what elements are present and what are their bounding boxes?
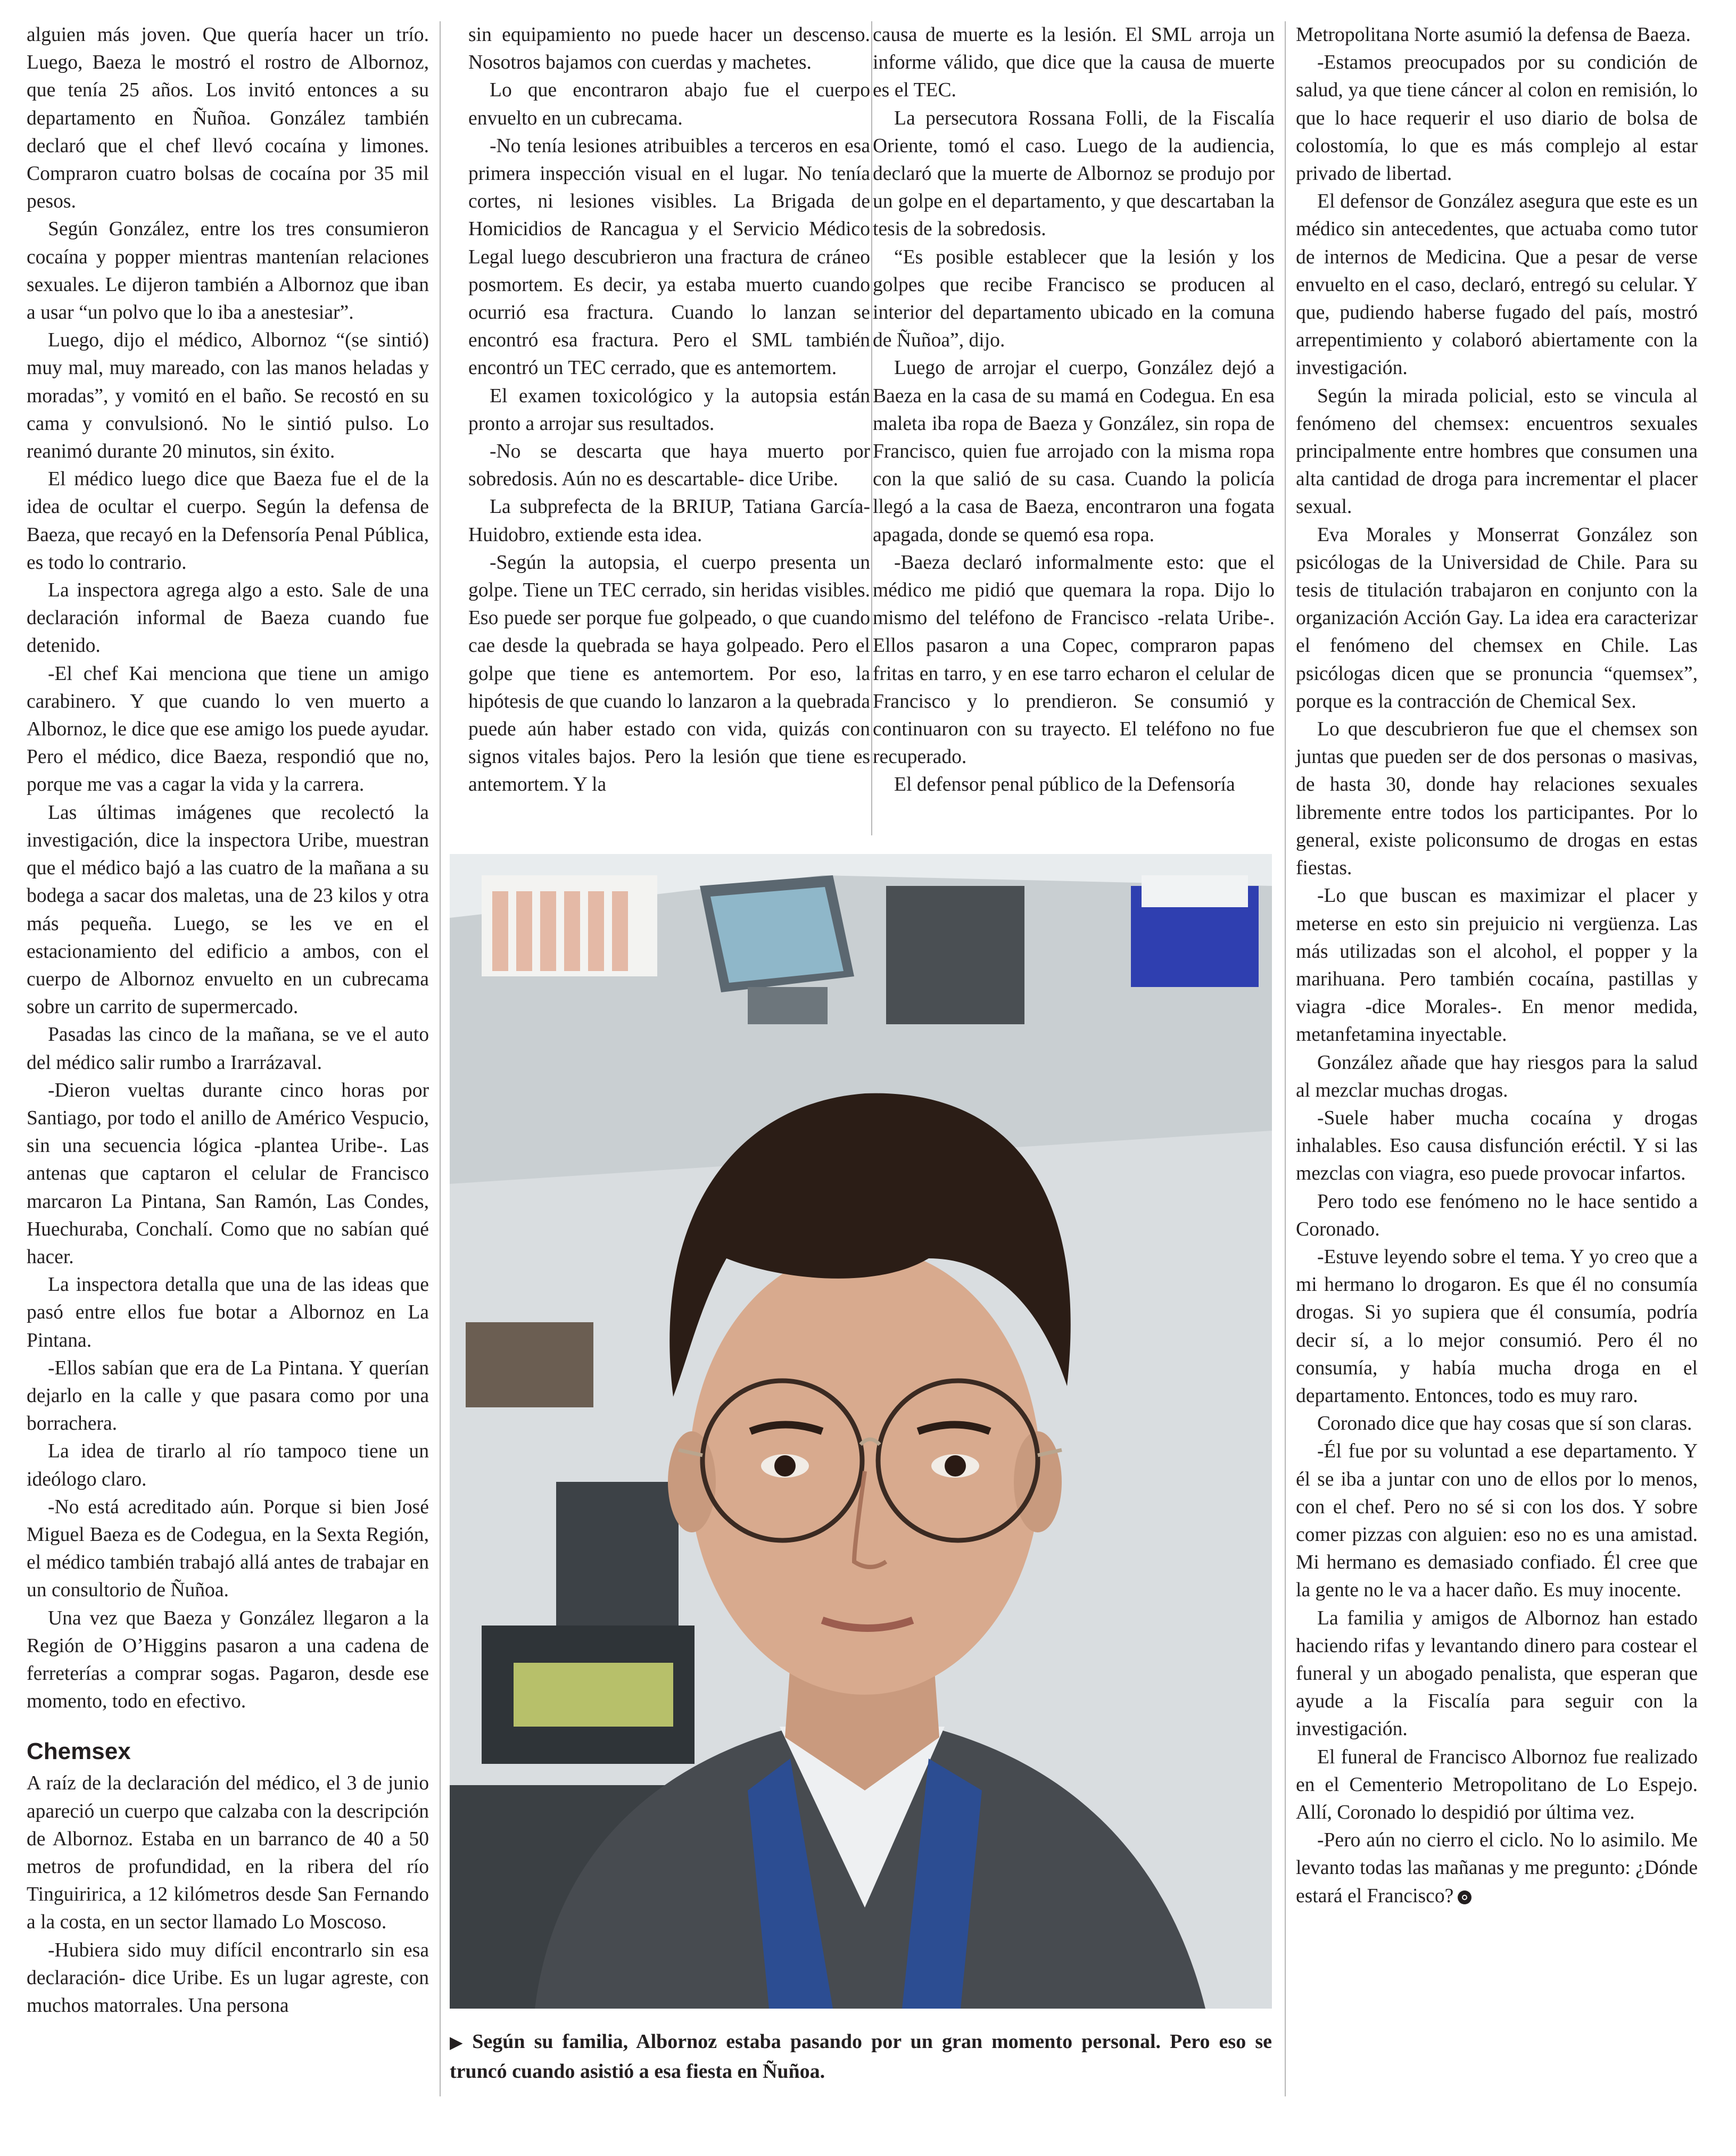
- paragraph: -Según la autopsia, el cuerpo presenta un golpe. Tiene un TEC cerrado, sin heridas visibles. Eso puede ser porque fue golpeado, o que cuando cae desde la quebrada se haya golpeado. Pero el golpe que tiene es antemortem. Por eso, la hipótesis de que cuando lo lanzaron a la quebrada puede aún haber estado con vida, quizás con signos vitales bajos. Pero la lesión que tiene es antemortem. Y la: [468, 551, 870, 796]
- paragraph: La familia y amigos de Albornoz han estado haciendo rifas y levantando dinero para costear el funeral y un abogado penalista, que esperan que ayude a la Fiscalía para seguir con la investigación.: [1296, 1607, 1698, 1740]
- paragraph: Una vez que Baeza y González llegaron a la Región de O’Higgins pasaron a una cadena de ferreterías a comprar sogas. Pagaron, desde ese momento, todo en efectivo.: [27, 1607, 429, 1713]
- paragraph: “Es posible establecer que la lesión y los golpes que recibe Francisco se producen al interior del departamento ubicado en la comuna de Ñuñoa”, dijo.: [873, 246, 1275, 352]
- paragraph: Lo que descubrieron fue que el chemsex son juntas que pueden ser de dos personas o masivas, de hasta 30, donde hay relaciones sexuales libremente entre todos los participantes. Por lo general, existe policonsumo de drogas en estas fiestas.: [1296, 718, 1698, 880]
- column-rule: [440, 21, 441, 2096]
- paragraph: Lo que encontraron abajo fue el cuerpo envuelto en un cubrecama.: [468, 79, 870, 129]
- paragraph: El examen toxicológico y la autopsia están pronto a arrojar sus resultados.: [468, 385, 870, 435]
- section-subhead: Chemsex: [27, 1738, 131, 1765]
- paragraph: La inspectora detalla que una de las ideas que pasó entre ellos fue botar a Albornoz en La Pintana.: [27, 1274, 429, 1351]
- paragraph: alguien más joven. Que quería hacer un trío. Luego, Baeza le mostró el rostro de Albornoz, que tenía 25 años. Los invitó entonces a su departamento en Ñuñoa. González también declaró que el chef llevó cocaína y limones. Compraron cuatro bolsas de cocaína por 35 mil pesos.: [27, 24, 429, 213]
- paragraph: La subprefecta de la BRIUP, Tatiana García-Huidobro, extiende esta idea.: [468, 496, 870, 546]
- paragraph: -Ellos sabían que era de La Pintana. Y querían dejarlo en la calle y que pasara como por una borrachera.: [27, 1357, 429, 1435]
- column-3: [873, 21, 1275, 799]
- paragraph: -Estamos preocupados por su condición de salud, ya que tiene cáncer al colon en remisión, lo que lo hace requerir el uso diario de bolsa de colostomía, lo que es más complejo al estar privado de libertad.: [1296, 52, 1698, 185]
- paragraph: Coronado dice que hay cosas que sí son claras.: [1317, 1413, 1692, 1435]
- paragraph: -No se descarta que haya muerto por sobredosis. Aún no es descartable- dice Uribe.: [468, 441, 870, 491]
- column-2: [468, 21, 870, 799]
- column-rule: [871, 21, 872, 835]
- paragraph: El funeral de Francisco Albornoz fue realizado en el Cementerio Metropolitano de Lo Espejo. Allí, Coronado lo despidió por última vez.: [1296, 1746, 1698, 1823]
- paragraph: A raíz de la declaración del médico, el 3 de junio apareció un cuerpo que calzaba con la descripción de Albornoz. Estaba en un barranco de 40 a 50 metros de profundidad, en la ribera del río Tinguiririca, a 12 kilómetros desde San Fernando a la costa, en un sector llamado Lo Moscoso.: [27, 1772, 429, 1934]
- paragraph: El defensor de González asegura que este es un médico sin antecedentes, que actuaba como tutor de internos de Medicina. Que a pesar de verse envuelto en el caso, declaró, entregó su celular. Y que, pudiendo haberse fugado del país, mostró arrepentimiento y colaboró abiertamente con la investigación.: [1296, 190, 1698, 379]
- column-rule: [1285, 21, 1286, 2096]
- caption-arrow-icon: ▶: [450, 2033, 467, 2052]
- column-4: [1296, 21, 1698, 1910]
- paragraph: La idea de tirarlo al río tampoco tiene un ideólogo claro.: [27, 1440, 429, 1490]
- paragraph: -Estuve leyendo sobre el tema. Y yo creo que a mi hermano lo drogaron. Es que él no consumía drogas. Si yo supiera que él consumía, podría decir sí, a lo mejor consumió. Pero él no consumía, y había mucha droga en el departamento. Entonces, todo es muy raro.: [1296, 1246, 1698, 1407]
- selfie-illustration: [450, 854, 1272, 2009]
- paragraph: -Él fue por su voluntad a ese departamento. Y él se iba a juntar con uno de ellos por lo menos, con el chef. Pero no sé si con los dos. Y sobre comer pizzas con alguien: eso no es una amistad. Mi hermano es demasiado confiado. Él cree que la gente no le va a hacer daño. Es muy inocente.: [1296, 1440, 1698, 1602]
- paragraph: -Lo que buscan es maximizar el placer y meterse en esto sin prejuicio ni vergüenza. Las más utilizadas son el alcohol, el popper y la marihuana. Pero también cocaína, pastillas y viagra -dice Morales-. En menor medida, metanfetamina inyectable.: [1296, 885, 1698, 1046]
- paragraph: Las últimas imágenes que recolectó la investigación, dice la inspectora Uribe, muestran que el médico bajó a las cuatro de la mañana a su bodega a sacar dos maletas, una de 23 kilos y otra más pequeña. Luego, se les ve en el estacionamiento del edificio a ambos, con el cuerpo de Albornoz envuelto en un cubrecama sobre un carrito de supermercado.: [27, 801, 429, 1018]
- paragraph: -El chef Kai menciona que tiene un amigo carabinero. Y que cuando lo ven muerto a Albornoz, le dice que ese amigo los puede ayudar. Pero el médico, dice Baeza, respondió que no, porque me vas a cagar la vida y la carrera.: [27, 662, 429, 796]
- paragraph: causa de muerte es la lesión. El SML arroja un informe válido, que dice que la causa de muerte es el TEC.: [873, 24, 1275, 102]
- caption-text: Según su familia, Albornoz estaba pasando por un gran momento personal. Pero eso se truncó cuando asistió a esa fiesta en Ñuñoa.: [450, 2030, 1272, 2083]
- paragraph: -Dieron vueltas durante cinco horas por Santiago, por todo el anillo de Américo Vespucio, sin una secuencia lógica -plantea Uribe-. Las antenas que captaron el celular de Francisco marcaron La Pintana, San Ramón, Las Condes, Huechuraba, Conchalí. Como que no sabían qué hacer.: [27, 1079, 429, 1268]
- photo-caption: [450, 2027, 1272, 2086]
- paragraph: Según la mirada policial, esto se vincula al fenómeno del chemsex: encuentros sexuales principalmente entre hombres que consumen una alta cantidad de droga para incrementar el placer sexual.: [1296, 385, 1698, 518]
- end-of-article-icon: [1458, 1890, 1472, 1904]
- paragraph: -Baeza declaró informalmente esto: que el médico me pidió que quemara la ropa. Dijo lo mismo del teléfono de Francisco -relata Uribe-. Ellos pasaron a una Copec, compraron papas fritas en tarro, y en ese tarro echaron el celular de Francisco y lo prendieron. Se consumió y continuaron con su trayecto. El teléfono no fue recuperado.: [873, 551, 1275, 768]
- paragraph: sin equipamiento no puede hacer un descenso. Nosotros bajamos con cuerdas y machetes.: [468, 24, 870, 74]
- paragraph: Metropolitana Norte asumió la defensa de Baeza.: [1296, 24, 1691, 46]
- paragraph: La inspectora agrega algo a esto. Sale de una declaración informal de Baeza cuando fue detenido.: [27, 579, 429, 657]
- closing-line: -Pero aún no cierro el ciclo. No lo asimilo. Me levanto todas las mañanas y me pregunto: ¿Dónde estará el Francisco?: [1296, 1829, 1698, 1907]
- paragraph: -No tenía lesiones atribuibles a terceros en esa primera inspección visual en el lugar. No tenía cortes, ni lesiones visibles. La Brigada de Homicidios de Rancagua y el Servicio Médico Legal luego descubrieron una fractura de cráneo posmortem. Es decir, ya estaba muerto cuando ocurrió esa fractura. Cuando lo lanzan se encontró esa fractura. Pero el SML también encontró un TEC cerrado, que es antemortem.: [468, 135, 870, 379]
- column-1: [27, 21, 429, 2020]
- portrait-photo: [450, 854, 1272, 2009]
- paragraph: -Suele haber mucha cocaína y drogas inhalables. Eso causa disfunción eréctil. Y si las mezclas con viagra, eso puede provocar infartos.: [1296, 1107, 1698, 1185]
- paragraph: -Hubiera sido muy difícil encontrarlo sin esa declaración- dice Uribe. Es un lugar agreste, con muchos matorrales. Una persona: [27, 1939, 429, 2017]
- paragraph: El defensor penal público de la Defensoría: [894, 774, 1235, 796]
- paragraph: Luego, dijo el médico, Albornoz “(se sintió) muy mal, muy mareado, con las manos heladas y moradas”, y vomitó en el baño. Se recostó en su cama y convulsionó. No le sintió pulso. Lo reanimó durante 20 minutos, sin éxito.: [27, 329, 429, 463]
- paragraph: Luego de arrojar el cuerpo, González dejó a Baeza en la casa de su mamá en Codegua. En esa maleta iba ropa de Baeza y González, sin ropa de Francisco, quien fue arrojado con la misma ropa con la que salió de su casa. Cuando la policía llegó a la casa de Baeza, encontraron una fogata apagada, donde se quemó esa ropa.: [873, 357, 1275, 546]
- paragraph: Pero todo ese fenómeno no le hace sentido a Coronado.: [1296, 1190, 1698, 1240]
- paragraph: Según González, entre los tres consumieron cocaína y popper mientras mantenían relaciones sexuales. Le dijeron también a Albornoz que iban a usar “un polvo que lo iba a anestesiar”.: [27, 218, 429, 324]
- paragraph: Eva Morales y Monserrat González son psicólogas de la Universidad de Chile. Para su tesis de titulación trabajaron en conjunto con la organización Acción Gay. La idea era caracterizar el fenómeno del chemsex en Chile. Las psicólogas dicen que se pronuncia “quemsex”, porque es la contracción de Chemical Sex.: [1296, 524, 1698, 712]
- paragraph: -No está acreditado aún. Porque si bien José Miguel Baeza es de Codegua, en la Sexta Región, el médico también trabajó allá antes de trabajar en un consultorio de Ñuñoa.: [27, 1496, 429, 1602]
- paragraph: González añade que hay riesgos para la salud al mezclar muchas drogas.: [1296, 1051, 1698, 1101]
- paragraph: Pasadas las cinco de la mañana, se ve el auto del médico salir rumbo a Irarrázaval.: [27, 1024, 429, 1074]
- paragraph: [1296, 1827, 1698, 1910]
- paragraph: El médico luego dice que Baeza fue el de la idea de ocultar el cuerpo. Según la defensa de Baeza, que recayó en la Defensoría Penal Pública, es todo lo contrario.: [27, 468, 429, 574]
- paragraph: La persecutora Rossana Folli, de la Fiscalía Oriente, tomó el caso. Luego de la audiencia, declaró que la muerte de Albornoz se produjo por un golpe en el departamento, y que descartaban la tesis de la sobredosis.: [873, 107, 1275, 241]
